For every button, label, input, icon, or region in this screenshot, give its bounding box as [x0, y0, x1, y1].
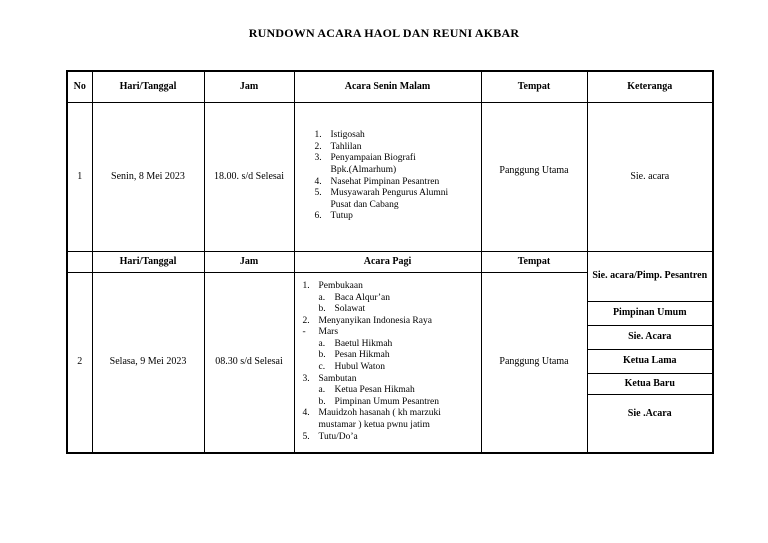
agenda-item [303, 316, 481, 328]
agenda-item-text: Musyawarah Pengurus Alumni [330, 188, 449, 199]
row1-keterangan: Sie. acara [587, 102, 713, 251]
agenda-item-marker: 4. [302, 408, 310, 419]
agenda-item [303, 339, 481, 351]
agenda-item [315, 211, 481, 223]
agenda-item-marker: 6. [314, 211, 322, 222]
agenda-item-marker: 4. [314, 176, 322, 187]
agenda-item [303, 432, 481, 444]
agenda-item-marker: 3. [302, 373, 310, 384]
agenda-item-marker: c. [318, 362, 326, 373]
keterangan-item: Ketua Lama [588, 350, 713, 374]
agenda-item-text: Ketua Pesan Hikmah [334, 385, 415, 396]
agenda-item [315, 177, 481, 189]
agenda-item-text: Tutup [330, 211, 353, 222]
keterangan-item: Sie. Acara [588, 326, 713, 350]
agenda-item [303, 397, 481, 409]
row2-acara-cell [294, 272, 481, 452]
agenda-item [303, 293, 481, 305]
agenda-item-marker: 2. [314, 141, 322, 152]
agenda-item-marker: 5. [302, 431, 310, 442]
header-jam: Jam [204, 71, 294, 102]
agenda-item-marker: a. [318, 338, 326, 349]
agenda-item-text: Solawat [334, 304, 366, 315]
agenda-item-marker: a. [318, 385, 326, 396]
row1-jam: 18.00. s/d Selesai [204, 102, 294, 251]
agenda-item-marker: 3. [314, 153, 322, 164]
keterangan-item: Sie .Acara [627, 408, 672, 419]
row1-acara-list [315, 130, 481, 223]
agenda-item [303, 304, 481, 316]
agenda-item-text: Baca Alqur’an [334, 292, 390, 303]
agenda-item-marker: b. [318, 304, 326, 315]
agenda-item-marker: - [302, 327, 306, 338]
agenda-item-text: Menyanyikan Indonesia Raya [318, 315, 432, 326]
agenda-item [303, 385, 481, 397]
agenda-item [315, 142, 481, 154]
row2-keterangan-stack [588, 252, 713, 452]
agenda-item-text: Bpk.(Almarhum) [330, 164, 397, 175]
keterangan-item: Pimpinan Umum [588, 302, 713, 326]
agenda-item-text: Baetul Hikmah [334, 338, 393, 349]
agenda-item [315, 165, 481, 177]
agenda-item [303, 408, 481, 420]
row2-tempat: Panggung Utama [481, 272, 587, 452]
agenda-item-text: Penyampaian Biografi [330, 153, 416, 164]
table-row [67, 102, 713, 251]
agenda-item [303, 362, 481, 374]
table-subheader-row [67, 251, 713, 272]
row2-hari: Selasa, 9 Mei 2023 [92, 272, 204, 452]
row1-no: 1 [67, 102, 92, 251]
agenda-item [315, 130, 481, 142]
header-no: No [67, 71, 92, 102]
row2-jam: 08.30 s/d Selesai [204, 272, 294, 452]
keterangan-item: Ketua Baru [588, 374, 713, 395]
agenda-item [303, 327, 481, 339]
subheader-tempat: Tempat [481, 251, 587, 272]
header-hari-tanggal: Hari/Tanggal [92, 71, 204, 102]
agenda-item-text: Hubul Waton [334, 362, 386, 373]
agenda-item-marker: 2. [302, 315, 310, 326]
agenda-item-text: Pimpinan Umum Pesantren [334, 396, 439, 407]
agenda-item-text: Mauidzoh hasanah ( kh marzuki [318, 408, 441, 419]
agenda-item-text: Mars [318, 327, 339, 338]
table-header-row [67, 71, 713, 102]
agenda-item [303, 350, 481, 362]
subheader-acara-pagi: Acara Pagi [294, 251, 481, 272]
agenda-item-marker: a. [318, 292, 326, 303]
subheader-hari-tanggal: Hari/Tanggal [92, 251, 204, 272]
agenda-item-marker: 5. [314, 188, 322, 199]
row1-hari: Senin, 8 Mei 2023 [92, 102, 204, 251]
agenda-item-text: mustamar ) ketua pwnu jatim [318, 420, 430, 431]
agenda-item-text: Sambutan [318, 373, 357, 384]
row2-acara-list [303, 281, 481, 443]
agenda-item [315, 153, 481, 165]
document-title: RUNDOWN ACARA HAOL DAN REUNI AKBAR [248, 26, 520, 40]
row1-acara-cell [294, 102, 481, 251]
agenda-item-marker: 1. [314, 130, 322, 141]
header-keterangan: Keteranga [587, 71, 713, 102]
agenda-item [303, 281, 481, 293]
agenda-item [303, 374, 481, 386]
agenda-item-text: Pusat dan Cabang [330, 199, 399, 210]
agenda-item-text: Pembukaan [318, 280, 363, 291]
header-acara-malam: Acara Senin Malam [294, 71, 481, 102]
agenda-item-text: Nasehat Pimpinan Pesantren [330, 176, 440, 187]
agenda-item-marker: 1. [302, 280, 310, 291]
agenda-item [315, 200, 481, 212]
agenda-item-text: Pesan Hikmah [334, 350, 390, 361]
subheader-no-empty [67, 251, 92, 272]
agenda-item-text: Tutu/Do’a [318, 431, 358, 442]
agenda-item-marker: b. [318, 350, 326, 361]
rundown-table [66, 70, 714, 454]
row2-no: 2 [67, 272, 92, 452]
agenda-item [303, 420, 481, 432]
keterangan-item: Sie. acara/Pimp. Pesantren [588, 252, 713, 302]
agenda-item-text: Istigosah [330, 130, 365, 141]
agenda-item-marker: b. [318, 396, 326, 407]
header-tempat: Tempat [481, 71, 587, 102]
row1-tempat: Panggung Utama [481, 102, 587, 251]
agenda-item-text: Tahlilan [330, 141, 362, 152]
agenda-item [315, 188, 481, 200]
row2-keterangan-cell [587, 251, 713, 453]
subheader-jam: Jam [204, 251, 294, 272]
